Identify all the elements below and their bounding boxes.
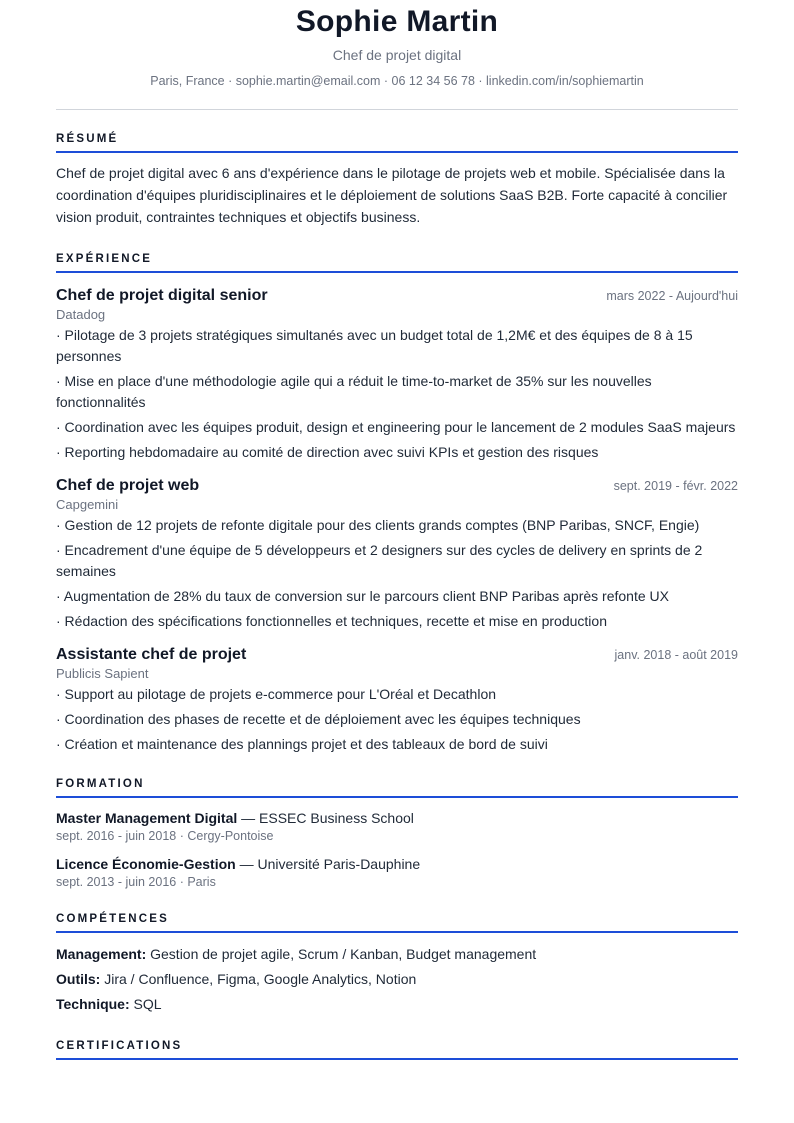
- summary-section: [56, 132, 738, 228]
- job-company: Publicis Sapient: [56, 666, 149, 681]
- section-title-experience: EXPÉRIENCE: [56, 252, 738, 273]
- job-title: Chef de projet digital senior: [56, 287, 268, 304]
- skill-values: SQL: [129, 996, 162, 1012]
- skill-category: Technique:: [56, 996, 130, 1012]
- contact-line: Paris, France · sophie.martin@email.com · 06 12 34 56 78 · linkedin.com/in/sophiemartin: [150, 74, 644, 88]
- education-school: — Université Paris-Dauphine: [235, 856, 421, 872]
- job-bullet: · Augmentation de 28% du taux de conversion sur le parcours client BNP Paribas après refonte UX: [56, 588, 669, 604]
- section-title-certifications: CERTIFICATIONS: [56, 1039, 738, 1060]
- job-bullets: [56, 325, 738, 463]
- job-bullet: · Pilotage de 3 projets stratégiques simultanés avec un budget total de 1,2M€ et des équipes de 8 à 15 personnes: [56, 327, 693, 364]
- job-bullet: · Rédaction des spécifications fonctionnelles et techniques, recette et mise en production: [56, 613, 607, 629]
- skill-values: Gestion de projet agile, Scrum / Kanban, Budget management: [146, 946, 537, 962]
- education-entry: [56, 854, 738, 890]
- section-title-summary: RÉSUMÉ: [56, 132, 738, 153]
- education-entry: [56, 808, 738, 844]
- skill-values: Jira / Confluence, Figma, Google Analytics, Notion: [100, 971, 417, 987]
- job-bullet: · Coordination des phases de recette et de déploiement avec les équipes techniques: [56, 711, 581, 727]
- education-degree: Master Management Digital: [56, 810, 238, 826]
- summary-text: Chef de projet digital avec 6 ans d'expérience dans le pilotage de projets web et mobile. Spécialisée dans la coordination d'équipes pluridisciplinaires et le déploiement de solutions SaaS B2B. Forte capacité à concilier vision produit, contraintes techniques et objectifs business.: [56, 165, 728, 225]
- job-title: Chef de projet web: [56, 477, 200, 494]
- skill-category: Outils:: [56, 971, 101, 987]
- education-meta: sept. 2013 - juin 2016 · Paris: [56, 875, 216, 889]
- education-school: — ESSEC Business School: [237, 810, 414, 826]
- job-dates: sept. 2019 - févr. 2022: [613, 479, 738, 493]
- candidate-name: Sophie Martin: [295, 5, 499, 38]
- job-bullet: · Création et maintenance des plannings projet et des tableaux de bord de suivi: [56, 736, 548, 752]
- skills-section: [56, 912, 738, 1017]
- job-bullet: · Support au pilotage de projets e-commerce pour L'Oréal et Decathlon: [56, 686, 497, 702]
- candidate-headline: Chef de projet digital: [332, 47, 462, 63]
- education-degree: Licence Économie-Gestion: [56, 856, 236, 872]
- job-bullet: · Reporting hebdomadaire au comité de direction avec suivi KPIs et gestion des risques: [56, 444, 599, 460]
- skill-row: [56, 967, 738, 992]
- job-dates: mars 2022 - Aujourd'hui: [606, 289, 738, 303]
- job-bullet: · Mise en place d'une méthodologie agile qui a réduit le time-to-market de 35% sur les nouvelles fonctionnalités: [56, 373, 652, 410]
- education-meta: sept. 2016 - juin 2018 · Cergy-Pontoise: [56, 829, 274, 843]
- job-company: Capgemini: [56, 497, 119, 512]
- job-bullet: · Coordination avec les équipes produit, design et engineering pour le lancement de 2 modules SaaS majeurs: [56, 419, 736, 435]
- resume-page: [56, 0, 738, 1060]
- skill-category: Management:: [56, 946, 147, 962]
- certifications-section: [56, 1039, 738, 1060]
- education-section: [56, 777, 738, 890]
- job-bullet: · Encadrement d'une équipe de 5 développeurs et 2 designers sur des cycles de delivery en sprints de 2 semaines: [56, 542, 703, 579]
- job-bullets: [56, 684, 738, 755]
- job-entry: [56, 644, 738, 755]
- job-dates: janv. 2018 - août 2019: [614, 648, 738, 662]
- job-entry: [56, 285, 738, 463]
- job-bullet: · Gestion de 12 projets de refonte digitale pour des clients grands comptes (BNP Paribas, SNCF, Engie): [56, 517, 700, 533]
- job-company: Datadog: [56, 307, 106, 322]
- skill-row: [56, 942, 738, 967]
- resume-header: [56, 4, 738, 110]
- job-title: Assistante chef de projet: [56, 646, 247, 663]
- section-title-education: FORMATION: [56, 777, 738, 798]
- experience-section: [56, 252, 738, 755]
- section-title-skills: COMPÉTENCES: [56, 912, 738, 933]
- skill-row: [56, 992, 738, 1017]
- job-entry: [56, 475, 738, 632]
- job-bullets: [56, 515, 738, 632]
- header-divider: [56, 109, 738, 110]
